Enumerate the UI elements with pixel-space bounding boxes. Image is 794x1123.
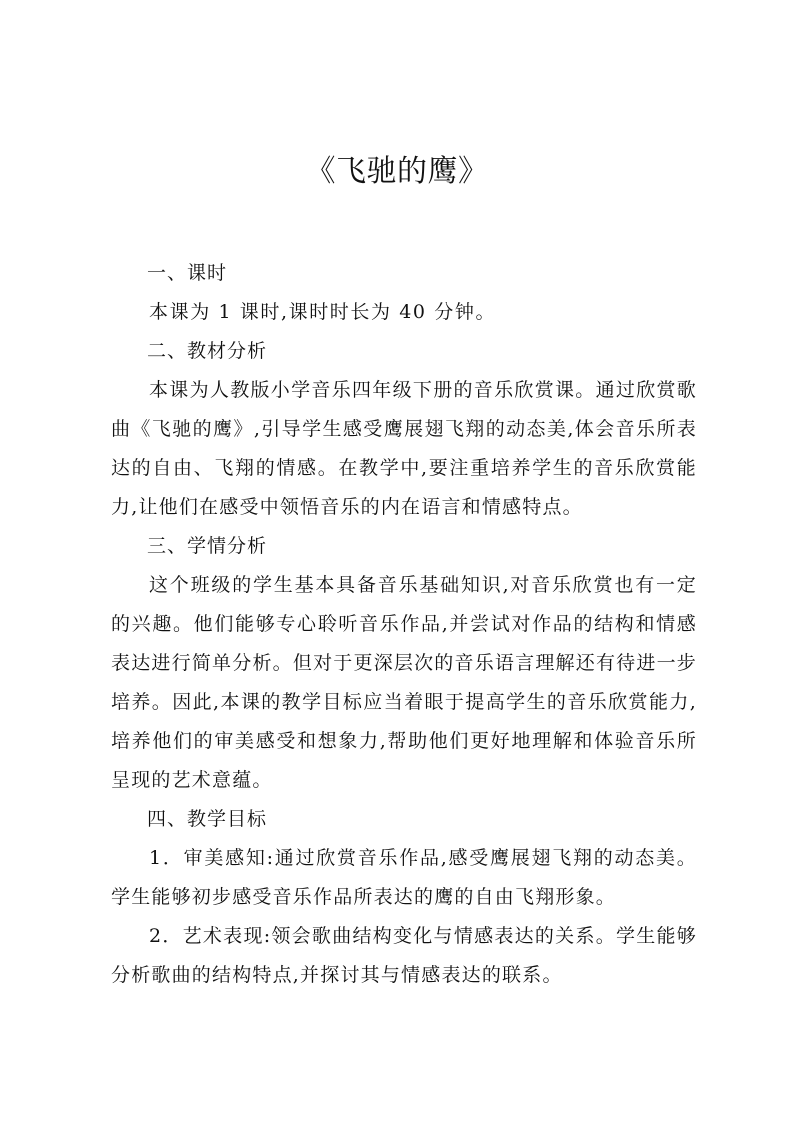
section-paragraph-textbook-analysis: 本课为人教版小学音乐四年级下册的音乐欣赏课。通过欣赏歌曲《飞驰的鹰》,引导学生感受鹰展翅飞翔的动态美,体会音乐所表达的自由、飞翔的情感。在教学中,要注重培养学生的音乐欣赏能力,让他们在感受中领悟音乐的内在语言和情感特点。 bbox=[111, 379, 697, 518]
section-heading-textbook-analysis: 二、教材分析 bbox=[147, 340, 268, 362]
section-paragraph-class-hours: 本课为 1 课时,课时时长为 40 分钟。 bbox=[149, 301, 497, 323]
section-heading-student-analysis: 三、学情分析 bbox=[147, 535, 268, 557]
section-heading-teaching-objectives: 四、教学目标 bbox=[147, 808, 268, 830]
document-body bbox=[111, 254, 697, 995]
objective-item-artistic-expression: 2．艺术表现:领会歌曲结构变化与情感表达的关系。学生能够分析歌曲的结构特点,并探讨其与情感表达的联系。 bbox=[111, 925, 697, 986]
section-paragraph-student-analysis: 这个班级的学生基本具备音乐基础知识,对音乐欣赏也有一定的兴趣。他们能够专心聆听音乐作品,并尝试对作品的结构和情感表达进行简单分析。但对于更深层次的音乐语言理解还有待进一步培养。因此,本课的教学目标应当着眼于提高学生的音乐欣赏能力,培养他们的审美感受和想象力,帮助他们更好地理解和体验音乐所呈现的艺术意蕴。 bbox=[111, 574, 697, 791]
section-heading-class-hours: 一、课时 bbox=[147, 262, 228, 284]
objective-item-aesthetic-perception: 1．审美感知:通过欣赏音乐作品,感受鹰展翅飞翔的动态美。学生能够初步感受音乐作品所表达的鹰的自由飞翔形象。 bbox=[111, 847, 697, 908]
document-title: 《飞驰的鹰》 bbox=[305, 154, 489, 189]
